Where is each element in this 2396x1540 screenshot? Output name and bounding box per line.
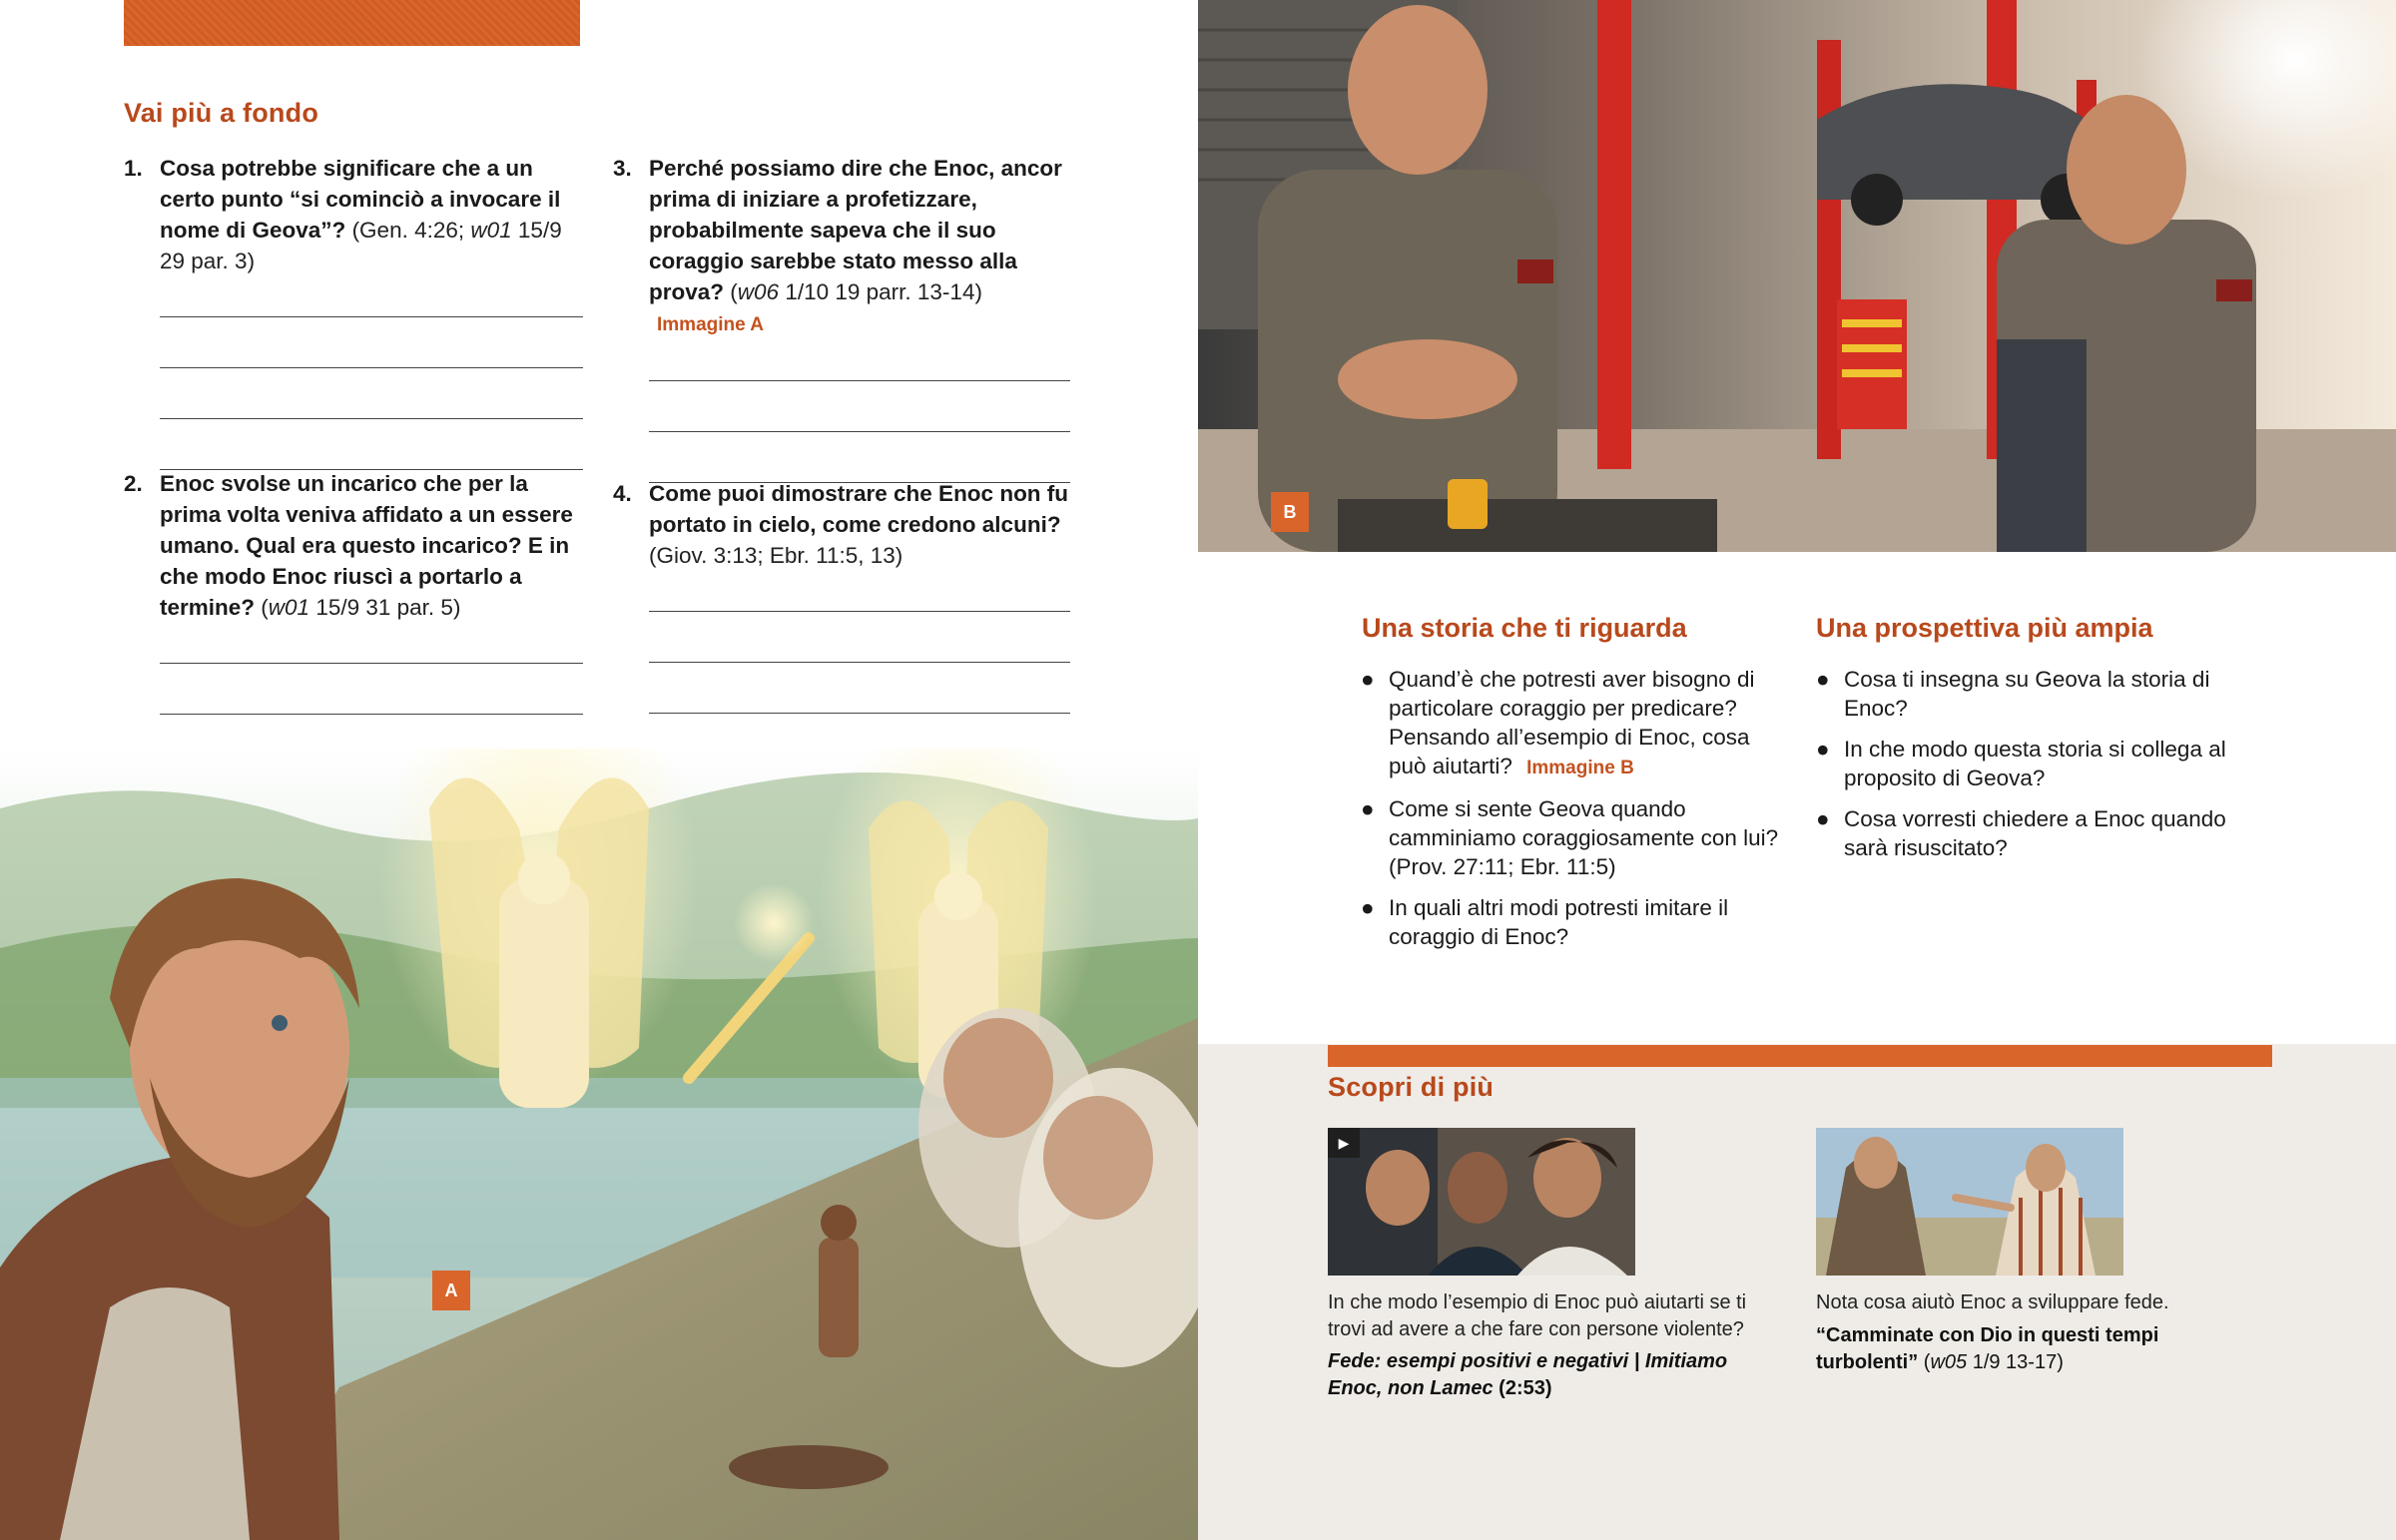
answer-line[interactable]: [649, 662, 1070, 663]
answer-line[interactable]: [649, 380, 1070, 381]
story-question-list: [1361, 665, 1790, 963]
answer-line[interactable]: [649, 713, 1070, 714]
question-1: [124, 153, 583, 470]
answer-line[interactable]: [649, 431, 1070, 432]
video-description: In che modo l’esempio di Enoc può aiutarti se ti trovi ad avere a che fare con persone violente?: [1328, 1291, 1747, 1340]
reference-italic: w05: [1930, 1351, 1968, 1373]
reference-part: (: [261, 595, 269, 620]
answer-line[interactable]: [160, 663, 583, 664]
list-item-text: In che modo questa storia si collega al proposito di Geova?: [1844, 737, 2226, 790]
learn-more-accent-bar: [1328, 1045, 2272, 1067]
list-item-text: Come si sente Geova quando camminiamo coraggiosamente con lui? (Prov. 27:11; Ebr. 11:5): [1389, 796, 1779, 879]
reference-part: 15/9 29 par. 3): [160, 218, 562, 273]
reference-part: 15/9 31 par. 5): [309, 595, 461, 620]
question-number: 2.: [124, 471, 143, 496]
question-text: Perché possiamo dire che Enoc, ancor prima di iniziare a profetizzare, probabilmente sapeva che il suo coraggio sarebbe stato messo alla prova?: [649, 156, 1062, 304]
answer-line[interactable]: [160, 418, 583, 419]
image-reference-tag[interactable]: Immagine A: [657, 314, 764, 335]
bullet-icon: ●: [1361, 796, 1375, 821]
answer-line[interactable]: [649, 611, 1070, 612]
question-text-block: [649, 153, 1070, 340]
article-title-text: “Camminate con Dio in questi tempi turbolenti”: [1816, 1324, 2159, 1373]
reference-part: (: [730, 279, 738, 304]
list-item-text: Cosa ti insegna su Geova la storia di Enoc?: [1844, 667, 2210, 721]
question-text: Enoc svolse un incarico che per la prima volta veniva affidato a un essere umano. Qual era questo incarico? E in che modo Enoc riuscì a portarlo a termine?: [160, 471, 573, 620]
bullet-icon: ●: [1816, 806, 1830, 831]
answer-line[interactable]: [160, 367, 583, 368]
reference-part: (Gen. 4:26;: [351, 218, 471, 243]
answer-line[interactable]: [160, 714, 583, 715]
list-item-text: Cosa vorresti chiedere a Enoc quando sarà risuscitato?: [1844, 806, 2226, 860]
list-item-text: Quand’è che potresti aver bisogno di particolare coraggio per predicare? Pensando all’esempio di Enoc, cosa può aiutarti?: [1389, 667, 1755, 778]
bullet-icon: ●: [1361, 895, 1375, 920]
wider-question-list: [1816, 665, 2235, 874]
illustration-enoch-with-angels: [0, 749, 1198, 1540]
question-text-block: [160, 153, 583, 276]
article-title-link[interactable]: [1816, 1322, 2235, 1376]
answer-line[interactable]: [160, 316, 583, 317]
video-title-link[interactable]: [1328, 1348, 1767, 1402]
question-text: Come puoi dimostrare che Enoc non fu portato in cielo, come credono alcuni?: [649, 481, 1069, 537]
list-item: [1361, 893, 1790, 951]
question-number: 4.: [613, 481, 632, 506]
reference-part: (: [1918, 1351, 1931, 1373]
list-item: [1361, 665, 1790, 782]
image-marker-a: A: [432, 1271, 470, 1310]
bullet-icon: ●: [1816, 667, 1830, 692]
reference-part: 1/10 19 parr. 13-14): [779, 279, 982, 304]
question-reference: [730, 279, 982, 304]
photo-mechanics-in-garage: [1198, 0, 2396, 552]
list-item: [1361, 794, 1790, 881]
list-item: [1816, 735, 2235, 792]
question-4: [613, 478, 1070, 765]
question-2: [124, 468, 583, 766]
question-text-block: [649, 478, 1070, 571]
reference-italic: w01: [470, 218, 512, 243]
question-reference: (Giov. 3:13; Ebr. 11:5, 13): [649, 543, 903, 568]
bullet-icon: ●: [1361, 667, 1375, 692]
image-marker-b: B: [1271, 492, 1309, 532]
article-description: Nota cosa aiutò Enoc a sviluppare fede.: [1816, 1291, 2169, 1313]
bullet-icon: ●: [1816, 737, 1830, 762]
reference-italic: w01: [268, 595, 310, 620]
reference-part: 1/9 13-17): [1967, 1351, 2064, 1373]
section-heading-scopri-di-piu: Scopri di più: [1328, 1072, 1495, 1102]
question-number: 3.: [613, 156, 632, 181]
play-icon[interactable]: ▶: [1328, 1128, 1360, 1158]
image-reference-tag[interactable]: Immagine B: [1526, 758, 1634, 778]
question-3: [613, 153, 1070, 483]
reference-italic: w06: [737, 279, 780, 304]
video-title-text: Fede: esempi positivi e negativi | Imitiamo Enoc, non Lamec: [1328, 1350, 1728, 1399]
video-duration: (2:53): [1498, 1377, 1552, 1399]
article-thumbnail[interactable]: [1816, 1128, 2123, 1276]
list-item-text: In quali altri modi potresti imitare il coraggio di Enoc?: [1389, 895, 1729, 949]
section-heading-story: Una storia che ti riguarda: [1362, 613, 1687, 643]
question-number: 1.: [124, 156, 143, 181]
list-item: [1816, 804, 2235, 862]
list-item: [1816, 665, 2235, 723]
section-heading-wider-perspective: Una prospettiva più ampia: [1816, 613, 2153, 643]
video-thumbnail[interactable]: [1328, 1128, 1635, 1276]
question-text-block: [160, 468, 583, 623]
question-reference: [261, 595, 460, 620]
question-text: Cosa potrebbe significare che a un certo punto “si cominciò a invocare il nome di Geova”?: [160, 156, 561, 243]
section-heading-vai-piu-a-fondo: Vai più a fondo: [124, 98, 319, 128]
decorative-orange-banner: [124, 0, 580, 46]
